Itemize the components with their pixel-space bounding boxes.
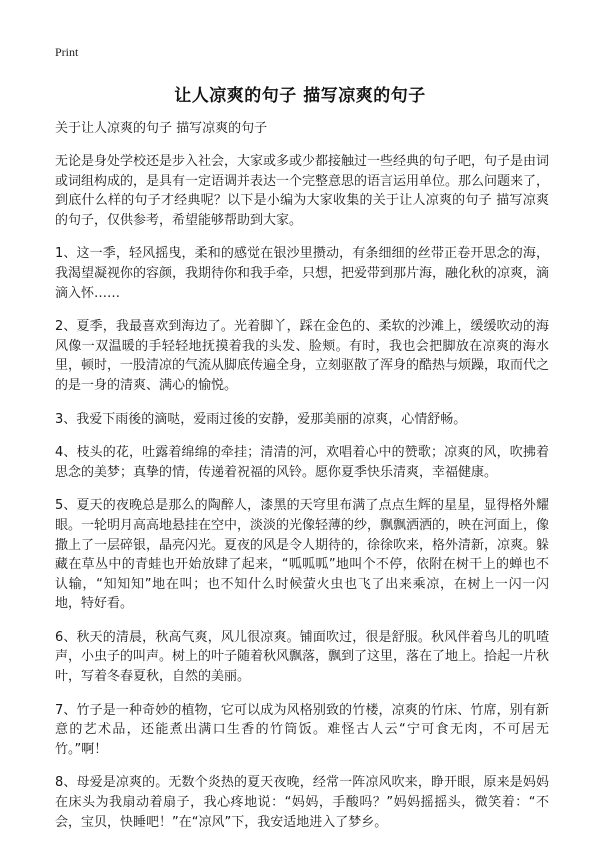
paragraph-4: 4、枝头的花，吐露着绵绵的牵挂；清清的河，欢唱着心中的赞歌；凉爽的风，吹拂着思念的美梦；真挚的情，传递着祝福的风铃。愿你夏季快乐清爽，幸福健康。 <box>55 445 549 480</box>
print-link[interactable]: Print <box>55 45 79 59</box>
intro-paragraph: 无论是身处学校还是步入社会，大家或多或少都接触过一些经典的句子吧，句子是由词或词组构成的，是具有一定语调并表达一个完整意思的语言运用单位。那么问题来了，到底什么样的句子才经典呢？以下是小编为大家收集的关于让人凉爽的句子 描写凉爽的句子，仅供参考，希望能够帮助到大家。 <box>55 154 550 228</box>
paragraph-6: 6、秋天的清晨，秋高气爽，风儿很凉爽。铺面吹过，很是舒服。秋风伴着鸟儿的叽喳声，小虫子的叫声。树上的叶子随着秋风飘落，飘到了这里，落在了地上。拾起一片秋叶，写着冬春夏秋，自然的美丽。 <box>55 629 550 685</box>
paragraph-8: 8、母爱是凉爽的。无数个炎热的夏天夜晚，经常一阵凉风吹来，睁开眼，原来是妈妈在床头为我扇动着扇子，我心疼地说：“妈妈，手酸吗？”妈妈摇摇头，微笑着：“不会，宝贝，快睡吧！”在“凉风”下，我安适地进入了梦乡。 <box>55 775 549 830</box>
article-body <box>55 119 549 846</box>
page-title: 让人凉爽的句子 描写凉爽的句子 <box>174 86 426 106</box>
paragraph-3: 3、我爱下雨後的滴哒，爱雨过後的安静，爱那美丽的凉爽，心情舒畅。 <box>55 411 467 427</box>
paragraph-7: 7、竹子是一种奇妙的植物，它可以成为风格别致的竹楼，凉爽的竹床、竹席，别有新意的艺术品，还能煮出满口生香的竹筒饭。难怪古人云“宁可食无肉，不可居无竹。”啊！ <box>55 702 549 757</box>
article-subtitle: 关于让人凉爽的句子 描写凉爽的句子 <box>55 121 268 136</box>
paragraph-5: 5、夏天的夜晚总是那么的陶醉人，漆黑的天穹里布满了点点生辉的星星，显得格外耀眼。一轮明月高高地悬挂在空中，淡淡的光像轻薄的纱，飘飘洒洒的，映在河面上，像撒上了一层碎银，晶亮闪光。夏夜的风是令人期待的，徐徐吹来，格外清新，凉爽。躲藏在草丛中的青蛙也开始放肆了起来，“呱呱呱”地叫个不停，依附在树干上的蝉也不认输，“知知知”地在叫；也不知什么时候萤火虫也飞了出来乘凉，在树上一闪一闪地，特好看。 <box>55 498 550 612</box>
paragraph-1: 1、这一季，轻风摇曳，柔和的感觉在银沙里攒动，有条细细的丝带正卷开思念的海，我渴望凝视你的容颜，我期待你和我手牵，只想，把爱带到那片海，融化秋的凉爽，滴滴入怀…… <box>55 246 550 301</box>
paragraph-2: 2、夏季，我最喜欢到海边了。光着脚丫，踩在金色的、柔软的沙滩上，缓缓吹动的海风像一双温暖的手轻轻地抚摸着我的头发、脸颊。有时，我也会把脚放在凉爽的海水里，顿时，一股清凉的气流从脚底传遍全身，立刻驱散了浑身的酷热与烦躁，取而代之的是一身的清爽、满心的愉悦。 <box>55 319 550 393</box>
